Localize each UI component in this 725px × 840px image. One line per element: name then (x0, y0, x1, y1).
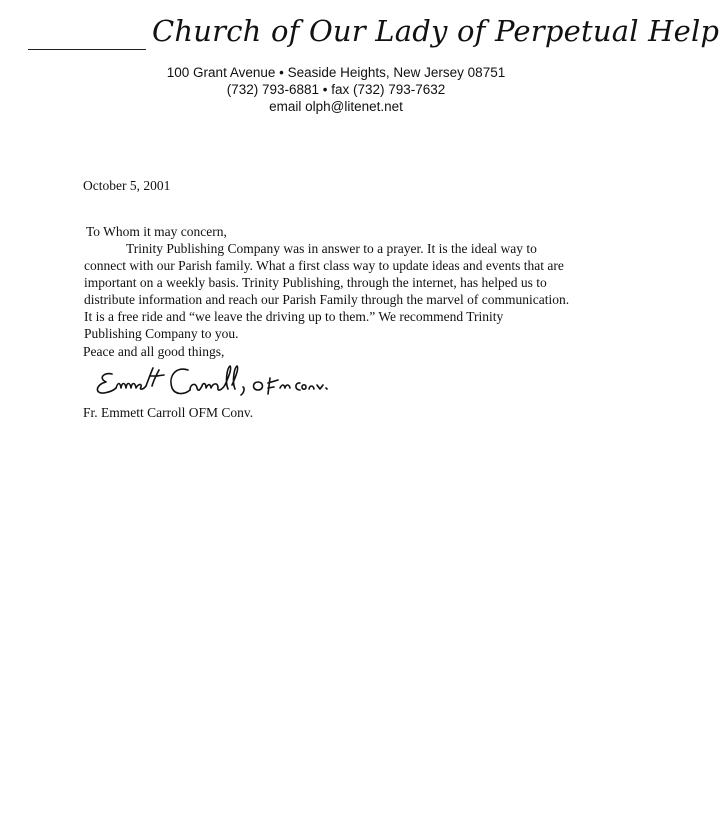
church-name-heading: Church of Our Lady of Perpetual Help (146, 11, 725, 51)
body-line: distribute information and reach our Parish Family through the marvel of communication. (84, 292, 570, 307)
signer-name: Fr. Emmett Carroll OFM Conv. (83, 405, 254, 420)
body-line: connect with our Parish family. What a first class way to update ideas and events that are (84, 258, 564, 273)
body-line: important on a weekly basis. Trinity Publishing, through the internet, has helped us to (84, 275, 547, 290)
letter-date: October 5, 2001 (83, 178, 171, 193)
body-line: It is a free ride and “we leave the driving up to them.” We recommend Trinity (84, 309, 504, 324)
church-address: 100 Grant Avenue • Seaside Heights, New Jersey 08751 (166, 65, 506, 80)
body-line: Publishing Company to you. (84, 326, 239, 341)
letter-body (84, 240, 574, 342)
church-phone-fax: (732) 793-6881 • fax (732) 793-7632 (226, 82, 446, 97)
salutation: To Whom it may concern, (86, 224, 227, 239)
body-line: Trinity Publishing Company was in answer to a prayer. It is the ideal way to (126, 241, 537, 256)
handwritten-signature (92, 362, 352, 404)
church-email: email olph@litenet.net (269, 99, 403, 114)
closing-line: Peace and all good things, (83, 344, 225, 359)
